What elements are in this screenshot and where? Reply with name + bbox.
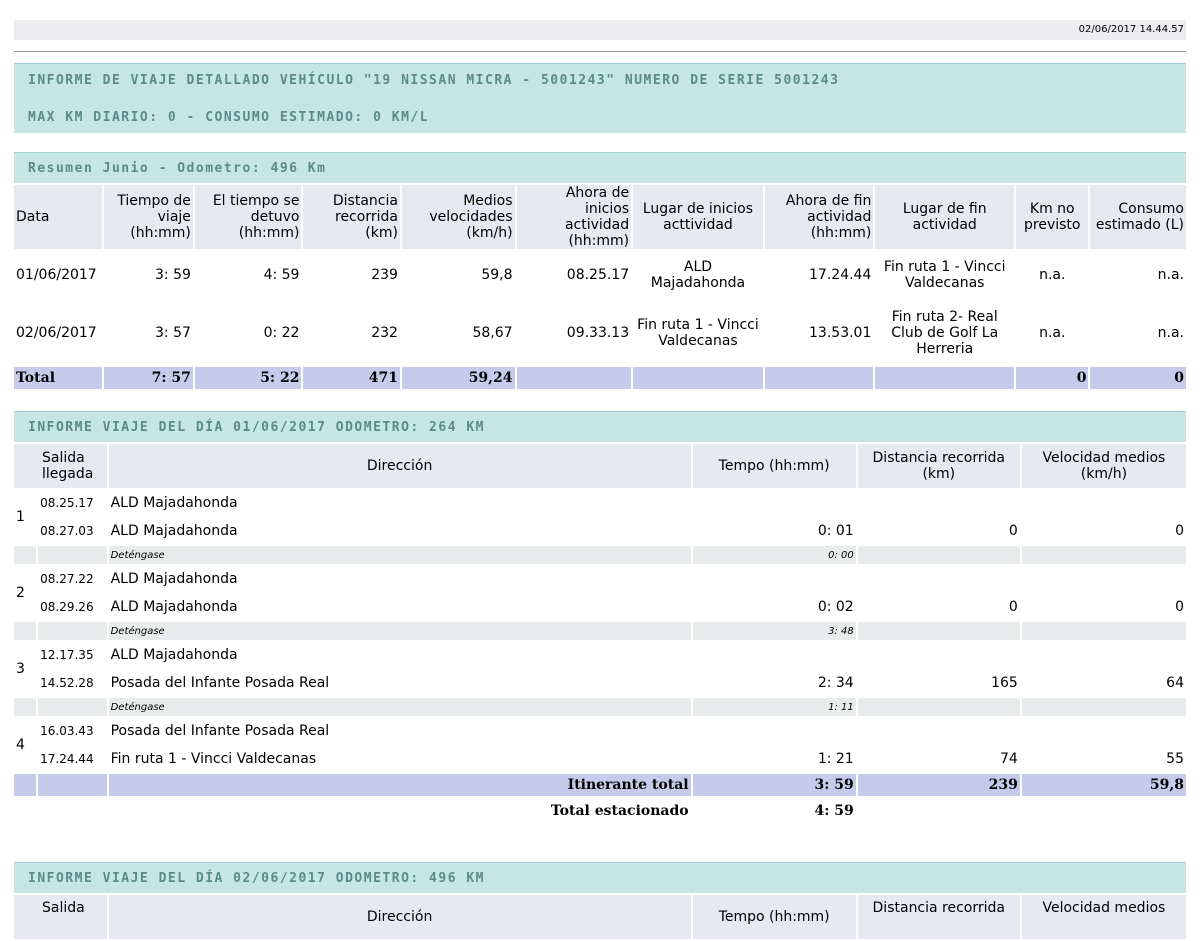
trip-speed: 64 (1166, 675, 1184, 691)
trip-speed: 0 (1175, 599, 1184, 615)
total-cell: 0 (1016, 367, 1088, 389)
col-header: Tiempo de viaje (hh:mm) (104, 185, 192, 249)
parked-label: Total estacionado (550, 803, 689, 819)
cell: 58,67 (472, 325, 513, 341)
day2-header (14, 862, 1186, 893)
total-cell (875, 367, 1014, 389)
total-cell: 0 (1090, 367, 1186, 389)
report-header (14, 63, 1186, 133)
col-header: Dirección (109, 895, 691, 939)
arrival-time: 08.27.03 (40, 524, 94, 538)
col-header: Distancia recorrida (858, 895, 1020, 939)
trip-arrival-row (14, 670, 1186, 696)
parked-tempo: 4: 59 (814, 803, 854, 819)
cell: n.a. (1039, 325, 1066, 341)
day1-title: INFORME VIAJE DEL DÍA 01/06/2017 ODOMETRO: 264 KM (28, 420, 486, 435)
trip-arrival-row (14, 518, 1186, 544)
day1-header-row (14, 444, 1186, 488)
arrival-place: Fin ruta 1 - Vincci Valdecanas (110, 751, 317, 767)
arrival-place: Posada del Infante Posada Real (110, 675, 330, 691)
stop-duration: 0: 00 (693, 546, 856, 564)
table-row (14, 301, 1186, 365)
total-cell: 7: 57 (104, 367, 192, 389)
summary-title: Resumen Junio - Odometro: 496 Km (28, 161, 327, 176)
trip-number: 4 (16, 737, 25, 753)
total-cell: 5: 22 (195, 367, 302, 389)
departure-time: 08.27.22 (40, 572, 94, 586)
separator (14, 51, 1186, 52)
timestamp-bar (14, 20, 1186, 40)
stop-duration: 1: 11 (693, 698, 856, 716)
cell: Fin ruta 1 - Vincci Valdecanas (883, 259, 1006, 291)
departure-place: ALD Majadahonda (110, 571, 238, 587)
stop-row (14, 698, 1186, 716)
day1-table (12, 442, 1188, 826)
day2-header-row (14, 895, 1186, 939)
cell: 3: 57 (155, 325, 191, 341)
itinerant-speed: 59,8 (1022, 774, 1186, 796)
total-cell: 59,24 (402, 367, 515, 389)
trip-speed: 55 (1166, 751, 1184, 767)
trip-number: 2 (16, 585, 25, 601)
col-header: Ahora de fin actividad (hh:mm) (765, 185, 874, 249)
itinerant-distance: 239 (858, 774, 1020, 796)
departure-place: ALD Majadahonda (110, 495, 238, 511)
cell: 0: 22 (263, 325, 300, 341)
cell: 17.24.44 (809, 267, 872, 283)
total-cell (765, 367, 874, 389)
col-header: Data (14, 185, 102, 249)
cell: Fin ruta 2- Real Club de Golf La Herreria (891, 309, 999, 357)
stop-row (14, 546, 1186, 564)
trip-departure-row (14, 642, 1186, 668)
col-header: Salida (14, 895, 107, 939)
trip-departure-row (14, 566, 1186, 592)
day1-header (14, 411, 1186, 442)
trip-distance: 0 (1008, 599, 1018, 615)
cell: 232 (371, 325, 398, 341)
cell: 08.25.17 (566, 267, 630, 283)
col-header: Velocidad medios (km/h) (1022, 444, 1186, 488)
col-header: Ahora de inicios actividad (hh:mm) (517, 185, 632, 249)
trip-speed: 0 (1175, 523, 1184, 539)
cell: 4: 59 (263, 267, 300, 283)
cell: Fin ruta 1 - Vincci Valdecanas (637, 317, 759, 349)
trip-tempo: 2: 34 (817, 675, 854, 691)
total-cell (633, 367, 763, 389)
trip-number: 1 (16, 509, 25, 525)
cell: ALD Majadahonda (650, 259, 746, 291)
departure-place: Posada del Infante Posada Real (110, 723, 330, 739)
departure-place: ALD Majadahonda (110, 647, 238, 663)
col-header: Distancia recorrida (km) (858, 444, 1020, 488)
total-cell (517, 367, 632, 389)
col-header: Lugar de inicios acttividad (633, 185, 763, 249)
departure-time: 08.25.17 (40, 496, 94, 510)
parked-total-row (14, 798, 1186, 824)
col-header: Salida llegada (14, 444, 107, 488)
trip-arrival-row (14, 594, 1186, 620)
cell: 01/06/2017 (16, 267, 97, 283)
departure-time: 16.03.43 (40, 724, 94, 738)
trip-tempo: 1: 21 (817, 751, 854, 767)
departure-time: 12.17.35 (40, 648, 94, 662)
stop-label: Deténgase (109, 698, 691, 716)
summary-header-row (14, 185, 1186, 249)
col-header: Distancia recorrida (km) (303, 185, 400, 249)
cell: 09.33.13 (566, 325, 630, 341)
stop-row (14, 622, 1186, 640)
timestamp: 02/06/2017 14.44.57 (1078, 24, 1184, 35)
cell: 3: 59 (155, 267, 191, 283)
col-header: Dirección (109, 444, 691, 488)
report-title: INFORME DE VIAJE DETALLADO VEHÍCULO "19 NISSAN MICRA - 5001243" NUMERO DE SERIE 5001243 (28, 73, 840, 88)
col-header: Velocidad medios (1022, 895, 1186, 939)
cell: n.a. (1039, 267, 1066, 283)
summary-header (14, 152, 1186, 183)
table-row (14, 251, 1186, 299)
cell: 02/06/2017 (16, 325, 97, 341)
total-cell: Total (14, 367, 102, 389)
summary-total-row (14, 367, 1186, 389)
itinerant-total-row (14, 774, 1186, 796)
col-header: El tiempo se detuvo (hh:mm) (195, 185, 302, 249)
itinerant-tempo: 3: 59 (693, 774, 856, 796)
col-header: Lugar de fin actividad (875, 185, 1014, 249)
total-cell: 471 (303, 367, 400, 389)
cell: 13.53.01 (809, 325, 872, 341)
col-header: Consumo estimado (L) (1090, 185, 1186, 249)
stop-duration: 3: 48 (693, 622, 856, 640)
trip-number: 3 (16, 661, 25, 677)
trip-distance: 165 (991, 675, 1018, 691)
arrival-place: ALD Majadahonda (110, 523, 238, 539)
trip-tempo: 0: 01 (817, 523, 854, 539)
col-header: Tempo (hh:mm) (693, 444, 856, 488)
stop-label: Deténgase (109, 546, 691, 564)
arrival-time: 17.24.44 (40, 752, 94, 766)
col-header: Tempo (hh:mm) (693, 895, 856, 939)
day2-table (12, 893, 1188, 941)
cell: n.a. (1157, 325, 1184, 341)
trip-tempo: 0: 02 (817, 599, 854, 615)
trip-arrival-row (14, 746, 1186, 772)
trip-distance: 74 (1000, 751, 1018, 767)
col-header: Medios velocidades (km/h) (402, 185, 515, 249)
arrival-time: 14.52.28 (40, 676, 94, 690)
stop-label: Deténgase (109, 622, 691, 640)
cell: n.a. (1157, 267, 1184, 283)
trip-departure-row (14, 490, 1186, 516)
report-subtitle: MAX KM DIARIO: 0 - CONSUMO ESTIMADO: 0 KM/L (28, 110, 430, 125)
arrival-place: ALD Majadahonda (110, 599, 238, 615)
cell: 59,8 (481, 267, 513, 283)
summary-table (12, 183, 1188, 391)
itinerant-label: Itinerante total (109, 774, 691, 796)
cell: 239 (371, 267, 398, 283)
arrival-time: 08.29.26 (40, 600, 94, 614)
day2-title: INFORME VIAJE DEL DÍA 02/06/2017 ODOMETRO: 496 KM (28, 871, 486, 886)
col-header: Km no previsto (1016, 185, 1088, 249)
trip-distance: 0 (1008, 523, 1018, 539)
trip-departure-row (14, 718, 1186, 744)
